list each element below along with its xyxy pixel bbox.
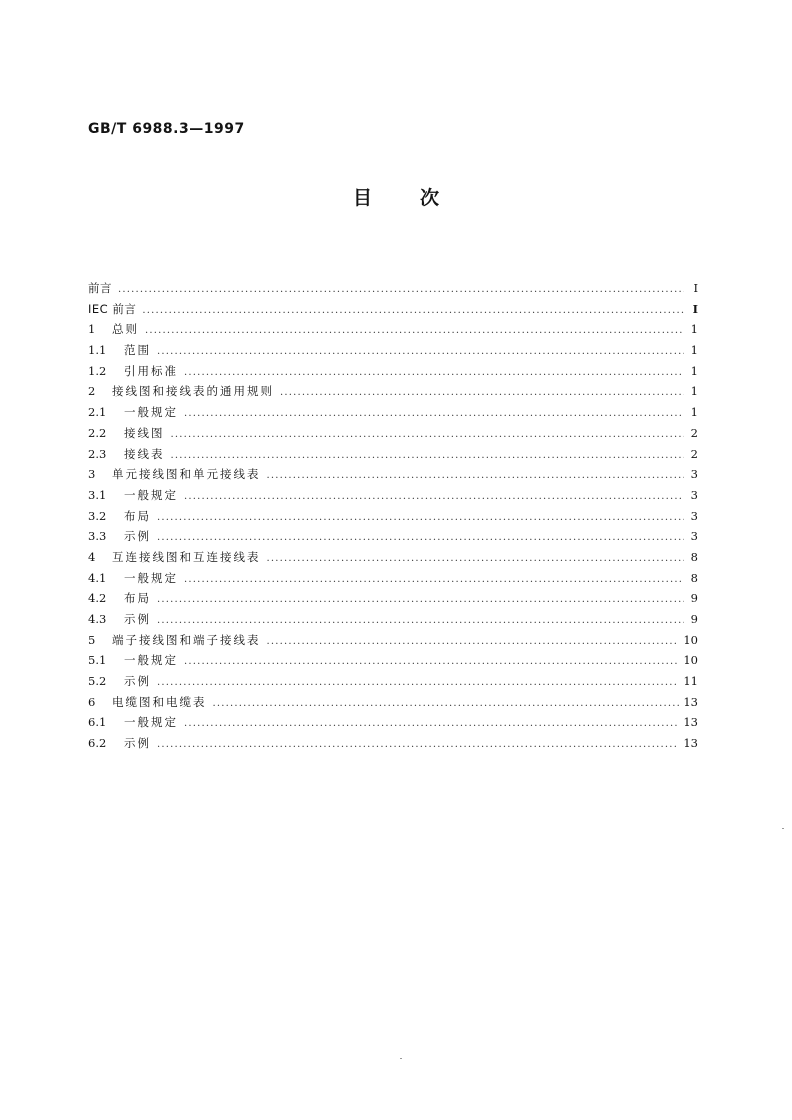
toc-section-number: 6.2 <box>88 736 107 751</box>
toc-entry-text: IEC 前言 <box>88 301 137 316</box>
toc-entry-text: 接线图 <box>124 425 165 440</box>
toc-leader <box>267 466 685 487</box>
toc-page-number: 10 <box>683 632 698 647</box>
toc-section-number: 2.3 <box>88 446 107 461</box>
toc-page-number: 3 <box>690 487 698 502</box>
toc-page-number: 8 <box>690 549 698 564</box>
toc-leader <box>145 321 684 342</box>
toc-entry-text: 示例 <box>124 736 151 751</box>
toc-entry-1[interactable] <box>88 319 698 340</box>
toc-entry-1-2[interactable] <box>88 361 698 382</box>
toc-entry-4-1[interactable] <box>88 568 698 589</box>
toc-entry-text: 单元接线图和单元接线表 <box>112 467 261 482</box>
toc-page-number: 3 <box>690 508 698 523</box>
toc-leader <box>171 425 685 446</box>
toc-leader <box>157 673 679 694</box>
toc-page-number: 1 <box>690 322 698 337</box>
toc-entry-2[interactable] <box>88 381 698 402</box>
toc-leader <box>157 508 684 529</box>
toc-leader <box>184 404 684 425</box>
toc-entry-1-1[interactable] <box>88 340 698 361</box>
toc-entry-text: 示例 <box>124 674 151 689</box>
toc-leader <box>142 301 684 322</box>
toc-entry-text: 布局 <box>124 508 151 523</box>
toc-entry-text: 接线图和接线表的通用规则 <box>112 384 274 399</box>
toc-page-number: 3 <box>690 529 698 544</box>
toc-entry-2-3[interactable] <box>88 444 698 465</box>
toc-entry-text: 引用标准 <box>124 363 178 378</box>
toc-section-number: 3.2 <box>88 508 107 523</box>
toc-section-number: 6.1 <box>88 715 107 730</box>
toc-section-number: 5.2 <box>88 674 107 689</box>
page-title: 目次 <box>352 187 487 209</box>
toc-entry-text: 一般规定 <box>124 405 178 420</box>
toc-section-number: 1.2 <box>88 363 107 378</box>
toc-page-number: 8 <box>690 570 698 585</box>
toc-leader <box>267 549 685 570</box>
toc-entry-5[interactable] <box>88 630 698 651</box>
toc-page-number: I <box>692 301 698 316</box>
toc-section-number: 2.2 <box>88 425 107 440</box>
toc-entry-6[interactable] <box>88 692 698 713</box>
toc-section-number: 3.3 <box>88 529 107 544</box>
toc-entry-text: 一般规定 <box>124 653 178 668</box>
toc-leader <box>184 363 684 384</box>
scan-speck <box>400 1058 402 1059</box>
toc-entry-4-2[interactable] <box>88 588 698 609</box>
toc-section-number: 5.1 <box>88 653 107 668</box>
toc-page-number: 13 <box>683 694 698 709</box>
toc-entry-iec-foreword[interactable] <box>88 299 698 320</box>
toc-page-number: 1 <box>690 384 698 399</box>
toc-entry-text: 示例 <box>124 612 151 626</box>
toc-entry-text: 示例 <box>124 529 151 544</box>
toc-section-number: 2.1 <box>88 405 107 420</box>
toc-page-number: 1 <box>690 363 698 378</box>
toc-leader <box>157 528 684 549</box>
toc-section-number: 2 <box>88 384 96 399</box>
toc-page-number: 11 <box>683 674 698 689</box>
toc-entry-text: 端子接线图和端子接线表 <box>112 632 261 647</box>
toc-page-number: 9 <box>690 612 698 626</box>
standard-number: GB/T 6988.3—1997 <box>88 121 245 137</box>
toc-entry-text: 前言 <box>88 281 112 295</box>
toc-page-number: 3 <box>690 467 698 482</box>
scan-speck <box>782 828 784 829</box>
toc-entry-4-3[interactable] <box>88 609 698 630</box>
toc-page-number: 1 <box>690 343 698 358</box>
toc-entry-3-3[interactable] <box>88 526 698 547</box>
toc-page-number: 13 <box>683 715 698 730</box>
toc-section-number: 6 <box>88 694 96 709</box>
toc-entry-2-1[interactable] <box>88 402 698 423</box>
toc-leader <box>267 632 680 653</box>
toc-page-number: 13 <box>683 736 698 751</box>
toc-section-number: 1 <box>88 322 96 337</box>
toc-entry-text: 总则 <box>112 322 139 337</box>
toc-entry-foreword[interactable] <box>88 278 698 299</box>
toc-entry-5-1[interactable] <box>88 650 698 671</box>
toc-entry-5-2[interactable] <box>88 671 698 692</box>
toc-section-number: 4.2 <box>88 591 107 606</box>
toc-section-number: 4.1 <box>88 570 107 585</box>
toc-entry-6-1[interactable] <box>88 712 698 733</box>
toc-entry-3-1[interactable] <box>88 485 698 506</box>
toc-entry-4[interactable] <box>88 547 698 568</box>
toc-leader <box>157 342 684 363</box>
toc-leader <box>184 570 684 591</box>
toc-leader <box>184 652 679 673</box>
toc-entry-text: 一般规定 <box>124 570 178 585</box>
toc-entry-text: 电缆图和电缆表 <box>112 694 207 709</box>
toc-leader <box>157 611 684 632</box>
toc-section-number: 4 <box>88 549 96 564</box>
toc-page-number: 2 <box>690 425 698 440</box>
toc-section-number: 1.1 <box>88 343 107 358</box>
toc-page-number: 2 <box>690 446 698 461</box>
toc-entry-text: 布局 <box>124 591 151 606</box>
toc-entry-3[interactable] <box>88 464 698 485</box>
toc-leader <box>157 735 679 756</box>
toc-section-number: 3 <box>88 467 96 482</box>
toc-entry-text: 一般规定 <box>124 487 178 502</box>
toc-leader <box>184 714 679 735</box>
toc-section-number: 5 <box>88 632 96 647</box>
toc-page-number: 1 <box>690 405 698 420</box>
toc-entry-text: 范围 <box>124 343 151 358</box>
toc-leader <box>157 590 684 611</box>
toc-section-number: 3.1 <box>88 487 107 502</box>
toc-page-number: I <box>693 281 698 295</box>
toc-entry-text: 一般规定 <box>124 715 178 730</box>
toc-page-number: 9 <box>690 591 698 606</box>
toc-leader <box>118 280 684 301</box>
toc-leader <box>213 694 680 715</box>
toc-entry-text: 互连接线图和互连接线表 <box>112 549 261 564</box>
toc-section-number: 4.3 <box>88 612 107 626</box>
toc-entry-2-2[interactable] <box>88 423 698 444</box>
table-of-contents <box>88 278 698 754</box>
toc-entry-text: 接线表 <box>124 446 165 461</box>
toc-entry-6-2[interactable] <box>88 733 698 754</box>
toc-leader <box>171 446 685 467</box>
toc-page-number: 10 <box>683 653 698 668</box>
toc-leader <box>184 487 684 508</box>
toc-leader <box>280 383 684 404</box>
toc-entry-3-2[interactable] <box>88 506 698 527</box>
